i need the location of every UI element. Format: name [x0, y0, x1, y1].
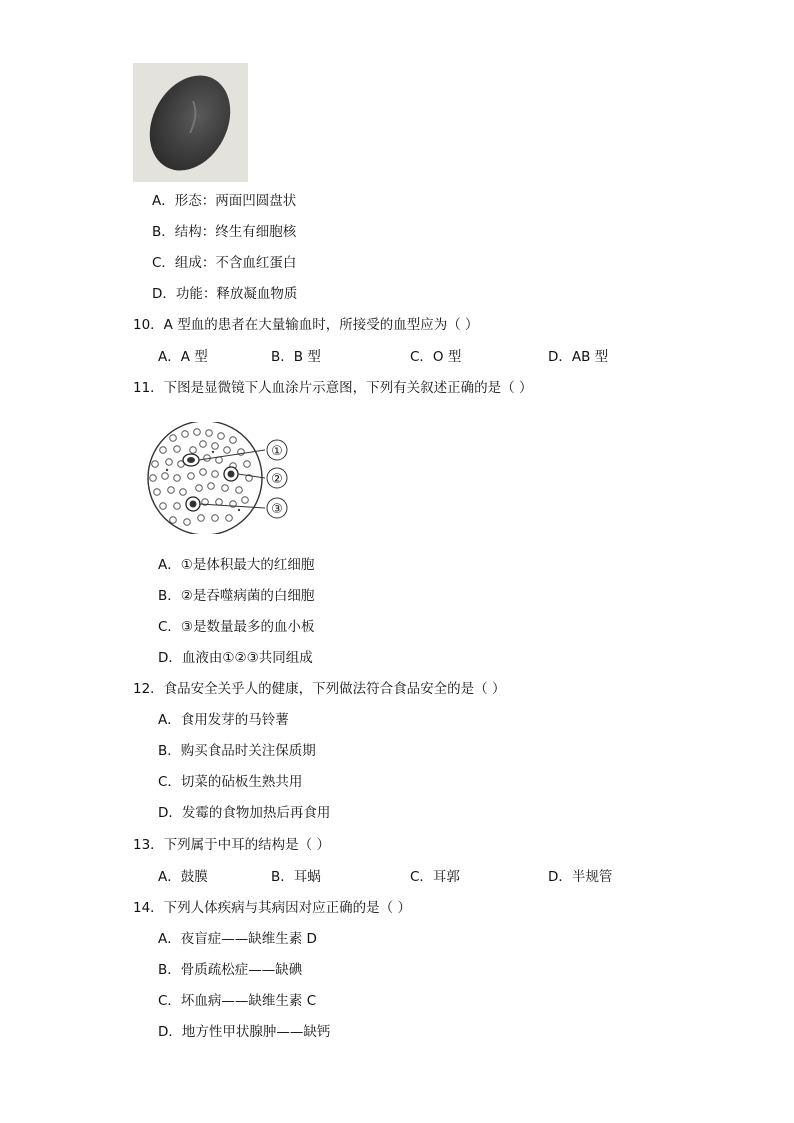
q12-option-b: B．购买食品时关注保质期 [158, 743, 316, 759]
q14-option-c: C．坏血病——缺维生素 C [158, 993, 317, 1009]
q11-option-d: D．血液由①②③共同组成 [158, 650, 313, 666]
label-3: ③ [271, 502, 283, 517]
q13-option-a: A．鼓膜 [158, 869, 208, 885]
q14-option-d: D．地方性甲状腺肿——缺钙 [158, 1024, 331, 1040]
q14-stem: 14．下列人体疾病与其病因对应正确的是（ ） [133, 900, 411, 916]
q12-option-d: D．发霉的食物加热后再食用 [158, 805, 331, 821]
q11-stem: 11．下图是显微镜下人血涂片示意图，下列有关叙述正确的是（ ） [133, 380, 533, 396]
q13-option-b: B．耳蜗 [271, 869, 321, 885]
q14-option-b: B．骨质疏松症——缺碘 [158, 962, 303, 978]
q10-option-d: D．AB 型 [548, 349, 609, 365]
q9-option-c: C．组成：不含血红蛋白 [152, 255, 297, 271]
q12-stem: 12．食品安全关乎人的健康，下列做法符合食品安全的是（ ） [133, 681, 506, 697]
q10-stem: 10．A 型血的患者在大量输血时，所接受的血型应为（ ） [133, 317, 479, 333]
blood-smear-diagram [143, 422, 303, 538]
q13-option-c: C．耳郭 [410, 869, 460, 885]
q10-option-c: C．O 型 [410, 349, 462, 365]
label-1: ① [271, 444, 283, 459]
q10-option-b: B．B 型 [271, 349, 321, 365]
q9-option-b: B．结构：终生有细胞核 [152, 224, 297, 240]
q9-option-a: A．形态：两面凹圆盘状 [152, 193, 297, 209]
q13-option-d: D．半规管 [548, 869, 613, 885]
q14-option-a: A．夜盲症——缺维生素 D [158, 931, 317, 947]
q12-option-a: A．食用发芽的马铃薯 [158, 712, 289, 728]
q9-option-d: D．功能：释放凝血物质 [152, 286, 298, 302]
q13-stem: 13．下列属于中耳的结构是（ ） [133, 837, 330, 853]
red-blood-cell-photo [133, 63, 248, 182]
q10-option-a: A．A 型 [158, 349, 208, 365]
q11-option-b: B．②是吞噬病菌的白细胞 [158, 588, 315, 604]
q11-option-c: C．③是数量最多的血小板 [158, 619, 315, 635]
label-2: ② [271, 472, 283, 487]
q11-option-a: A．①是体积最大的红细胞 [158, 557, 315, 573]
q12-option-c: C．切菜的砧板生熟共用 [158, 774, 303, 790]
